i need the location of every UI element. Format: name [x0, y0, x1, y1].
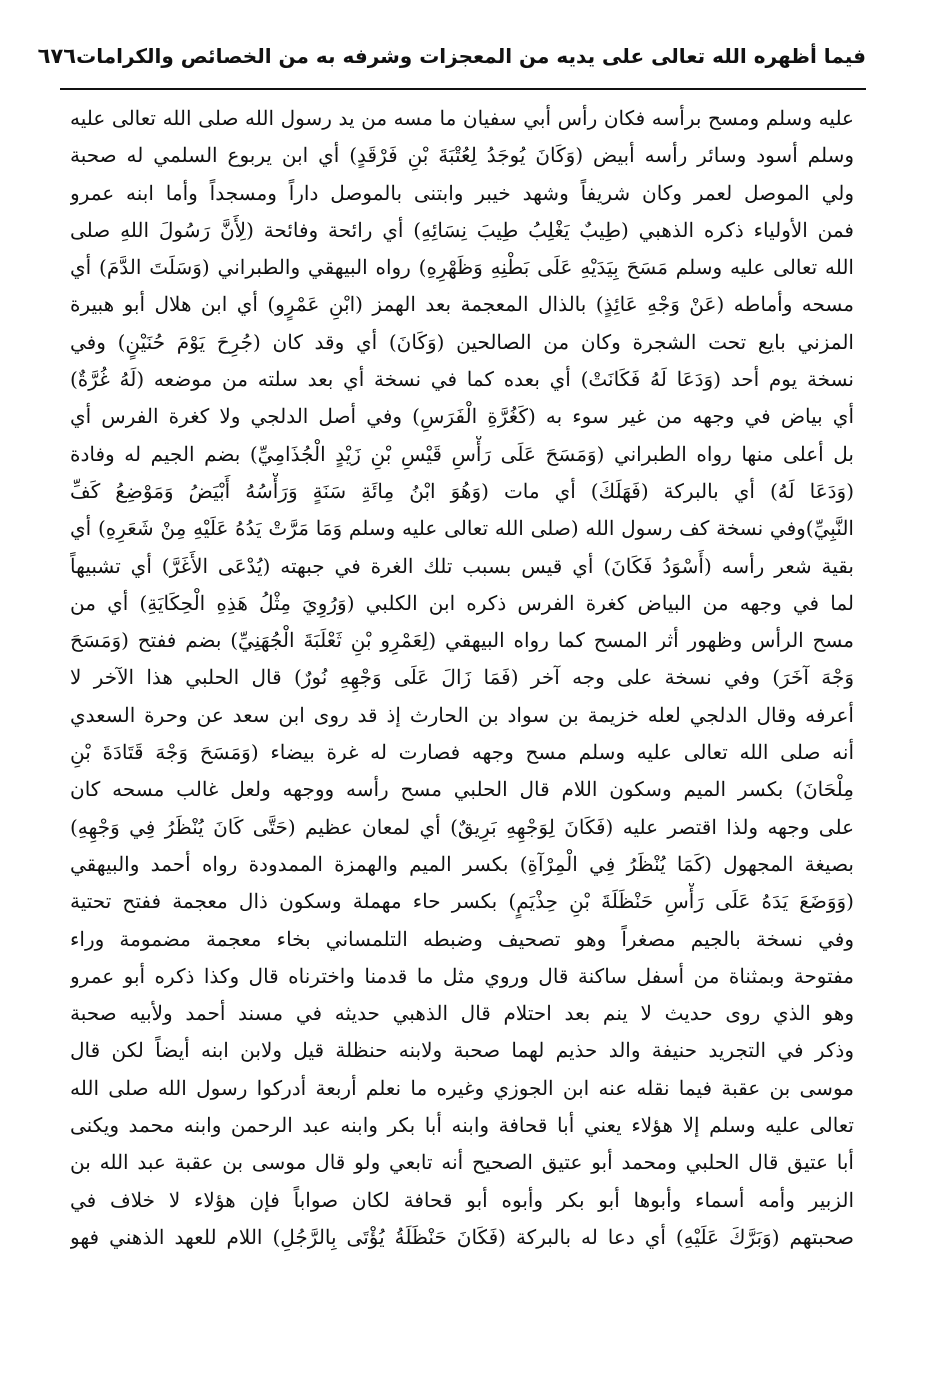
text-line: أي بياض في وجهه من غير سوء به (كَغُرَّةِ الْفَرَسِ) وفي أصل الدلجي ولا كغرة الفرس أي: [70, 404, 854, 429]
text-line: وَجْهَ آخَرَ) وفي نسخة على وجه آخر (فَمَا زَالَ عَلَى وَجْهِهِ نُورٌ) قال الحلبي هذا الآخر لا: [70, 665, 854, 690]
text-line: الزبير وأمه أسماء وأبوها أبو بكر وأبوه أبو قحافة لكان صواباً فإن هؤلاء لا خلاف في: [70, 1187, 854, 1212]
running-header-title: فيما أظهره الله تعالى على يديه من المعجزات وشرفه به من الخصائص والكرامات: [76, 44, 866, 68]
text-line: بقية شعر رأسه (أَسْوَدُ فَكَانَ) أي قيس بسبب تلك الغرة في جبهته (يُدْعَى الأَغَرَّ) أي تشبيهاً: [70, 553, 854, 578]
text-line: بصيغة المجهول (كَمَا يُنْظَرُ فِي الْمِرْآةِ) بكسر الميم والهمزة الممدودة رواه أحمد والبيهقي: [70, 851, 854, 876]
text-line: أنه صلى الله تعالى عليه وسلم مسح وجهه فصارت له غرة بيضاء (وَمَسَحَ وَجْهَ قَتَادَةَ بْنِ: [70, 740, 854, 765]
text-line: الله تعالى عليه وسلم مَسَحَ بِيَدَيْهِ عَلَى بَطْنِهِ وَظَهْرِهِ) رواه البيهقي والطبراني (وَسَلَتَ الدَّمَ) أي: [70, 255, 854, 280]
text-line: وفي نسخة بالجيم مصغراً وهو تصحيف وضبطه التلمساني بخاء معجمة مضمومة وراء: [70, 926, 854, 951]
commentary-text: [70, 100, 854, 1256]
text-line: على وجهه ولذا اقتصر عليه (فَكَانَ لِوَجْهِهِ بَرِيقٌ) أي لمعان عظيم (حَتَّى كَانَ يُنْظَرُ فِي وَجْهِهِ): [70, 814, 854, 839]
text-line: لما في وجهه من البياض كغرة الفرس ذكره ابن الكلبي (وَرُوِيَ مِثْلُ هَذِهِ الْحِكَايَةِ) أي من: [70, 590, 854, 615]
text-line: بل أعلى منها رواه الطبراني (وَمَسَحَ عَلَى رَأْسِ قَيْسِ بْنِ زَيْدٍ الْجُذَامِيِّ) بضم الجيم له وفادة: [70, 441, 854, 466]
text-line: وذكر في التجريد حنيفة والد حذيم لهما صحبة ولابنه حنظلة قيل ولابن ابنه أيضاً لكن قال: [70, 1038, 854, 1063]
text-line: موسى بن عقبة فيما نقله عنه ابن الجوزي وغيره ما نعلم أربعة أدركوا رسول الله صلى الله: [70, 1075, 854, 1100]
text-line: مِلْحَانَ) بكسر الميم وسكون اللام قال الحلبي مسح رأسه ووجهه ولعل غالب مسحه كان: [70, 777, 854, 802]
text-line: أبا عتيق قال الحلبي ومحمد أبو عتيق الصحيح أنه تابعي ولو قال موسى بن عقبة عبد الله بن: [70, 1150, 854, 1175]
text-line: صحبتهم (وَبَرَّكَ عَلَيْهِ) أي دعا له بالبركة (فَكَانَ حَنْظَلَةُ يُؤْتَى بِالرَّجُلِ) اللام للعهد الذهني فهو: [70, 1224, 854, 1249]
header-rule: [60, 88, 866, 90]
text-line: (وَوَضَعَ يَدَهُ عَلَى رَأْسِ حَنْظَلَةَ بْنِ حِذْيَمٍ) بكسر حاء مهملة وسكون ذال معجمة ففتح تحتية: [70, 889, 854, 914]
page-number: ٦٧٦: [37, 44, 77, 68]
text-line: تعالى عليه وسلم إلا هؤلاء يعني أبا قحافة وابنه أبا بكر وابنه عبد الرحمن وابنه محمد ويكنى: [70, 1113, 854, 1138]
text-line: فمن الأولياء ذكره الذهبي (طِيبٌ يَغْلِبُ طِيبَ نِسَائِهِ) أي رائحة وفائحة (لِأَنَّ رَسُولَ اللهِ صلى: [70, 217, 854, 242]
text-line: مفتوحة وبمثناة من أسفل ساكنة قال وروي مثل ما قدمنا واخترناه قال وكذا ذكره أبو عمرو: [70, 963, 854, 988]
text-line: المزني بايع تحت الشجرة وكان من الصالحين (وَكَانَ) أي وقد كان (جُرِحَ يَوْمَ حُنَيْنٍ) وفي: [70, 329, 854, 354]
page-header: [37, 34, 866, 78]
text-line: نسخة يوم أحد (وَدَعَا لَهُ فَكَانَتْ) أي بعده كما في نسخة أي بعد سلته من موضعه (لَهُ غُرَّةٌ): [70, 367, 854, 392]
text-line: وهو الذي روى حديث لا ينم بعد احتلام قال الذهبي حديثه في مسند أحمد ولأبيه صحبة: [70, 1001, 854, 1026]
text-line: عليه وسلم ومسح برأسه فكان رأس أبي سفيان ما مسه من يد رسول الله صلى الله تعالى عليه: [70, 106, 854, 130]
text-line: النَّبِيِّ)وفي نسخة كف رسول الله (صلى الله تعالى عليه وسلم وَمَا مَرَّتْ يَدُهُ عَلَيْهِ مِنْ شَعَرِهِ) أي: [70, 516, 854, 541]
text-line: أعرفه وقال الدلجي لعله خزيمة بن سواد بن الحارث إذ قد روى ابن سعد عن وحرة السعدي: [70, 702, 854, 727]
text-line: مسح الرأس وظهور أثر المسح كما رواه البيهقي (لِعَمْرِو بْنِ ثَعْلَبَةَ الْجُهَنِيِّ) بضم ففتح (وَمَسَحَ: [70, 628, 854, 653]
text-line: (وَدَعَا لَهُ) أي بالبركة (فَهَلَكَ) أي مات (وَهُوَ ابْنُ مِائَةِ سَنَةٍ وَرَأْسُهُ أَبْيَضُ وَمَوْضِعُ كَفِّ: [70, 478, 854, 503]
text-line: مسحه وأماطه (عَنْ وَجْهِ عَائِذٍ) بالذال المعجمة بعد الهمز (ابْنِ عَمْرٍو) أي ابن هلال أبو هبيرة: [70, 292, 854, 317]
text-line: ولي الموصل لعمر وكان شريفاً وشهد خيبر وابتنى بالموصل داراً ومسجداً وأما ابنه عمرو: [70, 180, 854, 205]
text-line: وسلم أسود وسائر رأسه أبيض (وَكَانَ يُوجَدُ لِعُتْبَةَ بْنِ فَرْقَدٍ) أي ابن يربوع السلمي له صحبة: [70, 143, 854, 168]
